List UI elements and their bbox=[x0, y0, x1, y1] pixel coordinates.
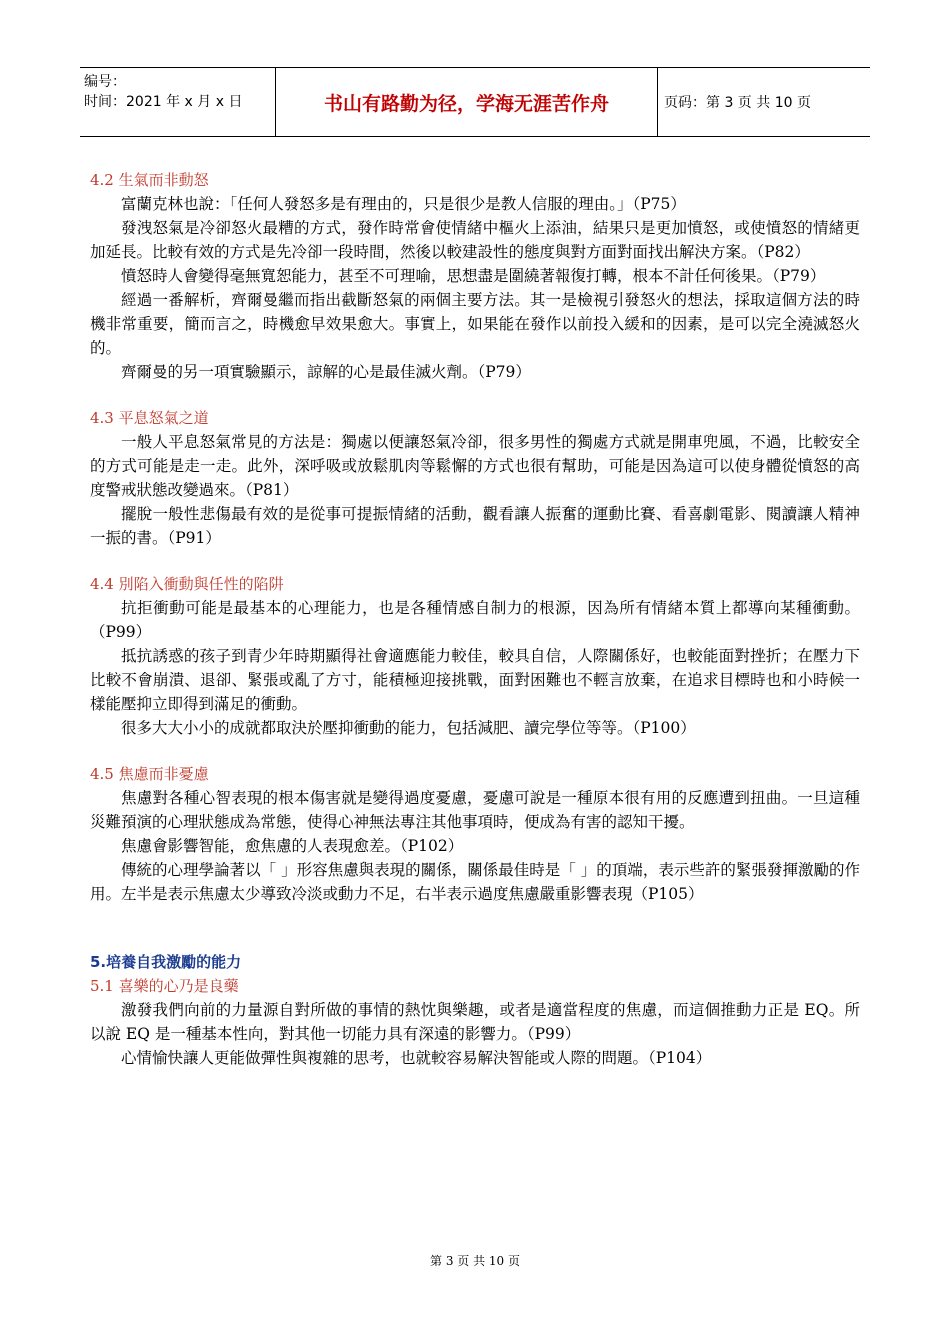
header-motto: 书山有路勤为径，学海无涯苦作舟 bbox=[276, 68, 658, 136]
paragraph: 抗拒衝動可能是最基本的心理能力，也是各種情感自制力的根源，因為所有情緒本質上都導向某種衝動。（P99） bbox=[90, 599, 860, 641]
paragraph: 心情愉快讓人更能做彈性與複雜的思考，也就較容易解決智能或人際的問題。（P104） bbox=[121, 1049, 712, 1067]
section-title-4-3: 4.3 平息怒氣之道 bbox=[90, 409, 209, 427]
section-title-5: 5.培養自我激勵的能力 bbox=[90, 953, 242, 971]
page-footer: 第 3 页 共 10 页 bbox=[430, 1254, 520, 1268]
header-number-label: 编号： bbox=[84, 74, 126, 90]
document-body bbox=[90, 168, 860, 1070]
section-title-4-2: 4.2 生氣而非動怒 bbox=[90, 171, 209, 189]
section-title-4-4: 4.4 別陷入衝動與任性的陷阱 bbox=[90, 575, 284, 593]
paragraph: 齊爾曼的另一項實驗顯示，諒解的心是最佳滅火劑。（P79） bbox=[121, 363, 531, 381]
paragraph: 傳統的心理學論著以「 」形容焦慮與表現的關係，關係最佳時是「 」的頂端，表示些許的緊張發揮激勵的作用。左半是表示焦慮太少導致冷淡或動力不足，右半表示過度焦慮嚴重影響表現（P105） bbox=[90, 861, 860, 903]
paragraph: 擺脫一般性悲傷最有效的是從事可提振情緒的活動，觀看讓人振奮的運動比賽、看喜劇電影、閱讀讓人精神一振的書。（P91） bbox=[90, 505, 860, 547]
paragraph: 經過一番解析，齊爾曼繼而指出截斷怒氣的兩個主要方法。其一是檢視引發怒火的想法，採取這個方法的時機非常重要，簡而言之，時機愈早效果愈大。事實上，如果能在發作以前投入緩和的因素，是可以完全澆滅怒火的。 bbox=[90, 291, 860, 357]
paragraph: 一般人平息怒氣常見的方法是：獨處以便讓怒氣冷卻，很多男性的獨處方式就是開車兜風，不過，比較安全的方式可能是走一走。此外，深呼吸或放鬆肌肉等鬆懈的方式也很有幫助，可能是因為這可以使身體從憤怒的高度警戒狀態改變過來。（P81） bbox=[90, 433, 860, 499]
paragraph: 憤怒時人會變得毫無寬恕能力，甚至不可理喻，思想盡是圍繞著報復打轉，根本不計任何後果。（P79） bbox=[121, 267, 826, 285]
page-header bbox=[80, 67, 870, 137]
paragraph: 發洩怒氣是冷卻怒火最糟的方式，發作時常會使情緒中樞火上添油，結果只是更加憤怒，或使憤怒的情緒更加延長。比較有效的方式是先冷卻一段時間，然後以較建設性的態度與對方面對面找出解決方案。（P82） bbox=[90, 219, 860, 261]
header-page-code: 页码：第 3 页 共 10 页 bbox=[664, 95, 811, 111]
header-meta bbox=[80, 68, 276, 136]
section-title-5-1: 5.1 喜樂的心乃是良藥 bbox=[90, 977, 239, 995]
paragraph: 焦慮對各種心智表現的根本傷害就是變得過度憂慮，憂慮可說是一種原本很有用的反應遭到扭曲。一旦這種災難預演的心理狀態成為常態，使得心神無法專注其他事項時，便成為有害的認知干擾。 bbox=[90, 789, 860, 831]
paragraph: 富蘭克林也說：「任何人發怒多是有理由的，只是很少是教人信服的理由。」（P75） bbox=[121, 195, 686, 213]
header-time-label: 时间：2021 年 x 月 x 日 bbox=[84, 94, 243, 110]
section-title-4-5: 4.5 焦慮而非憂慮 bbox=[90, 765, 209, 783]
paragraph: 焦慮會影響智能，愈焦慮的人表現愈差。（P102） bbox=[121, 837, 464, 855]
paragraph: 激發我們向前的力量源自對所做的事情的熱忱與樂趣，或者是適當程度的焦慮，而這個推動力正是 EQ。所以說 EQ 是一種基本性向，對其他一切能力具有深遠的影響力。（P99） bbox=[90, 1001, 860, 1043]
paragraph: 抵抗誘惑的孩子到青少年時期顯得社會適應能力較佳，較具自信，人際關係好，也較能面對挫折；在壓力下比較不會崩潰、退卻、緊張或亂了方寸，能積極迎接挑戰，面對困難也不輕言放棄，在追求目標時也和小時候一樣能壓抑立即得到滿足的衝動。 bbox=[90, 647, 860, 713]
paragraph: 很多大大小小的成就都取決於壓抑衝動的能力，包括減肥、讀完學位等等。（P100） bbox=[121, 719, 696, 737]
